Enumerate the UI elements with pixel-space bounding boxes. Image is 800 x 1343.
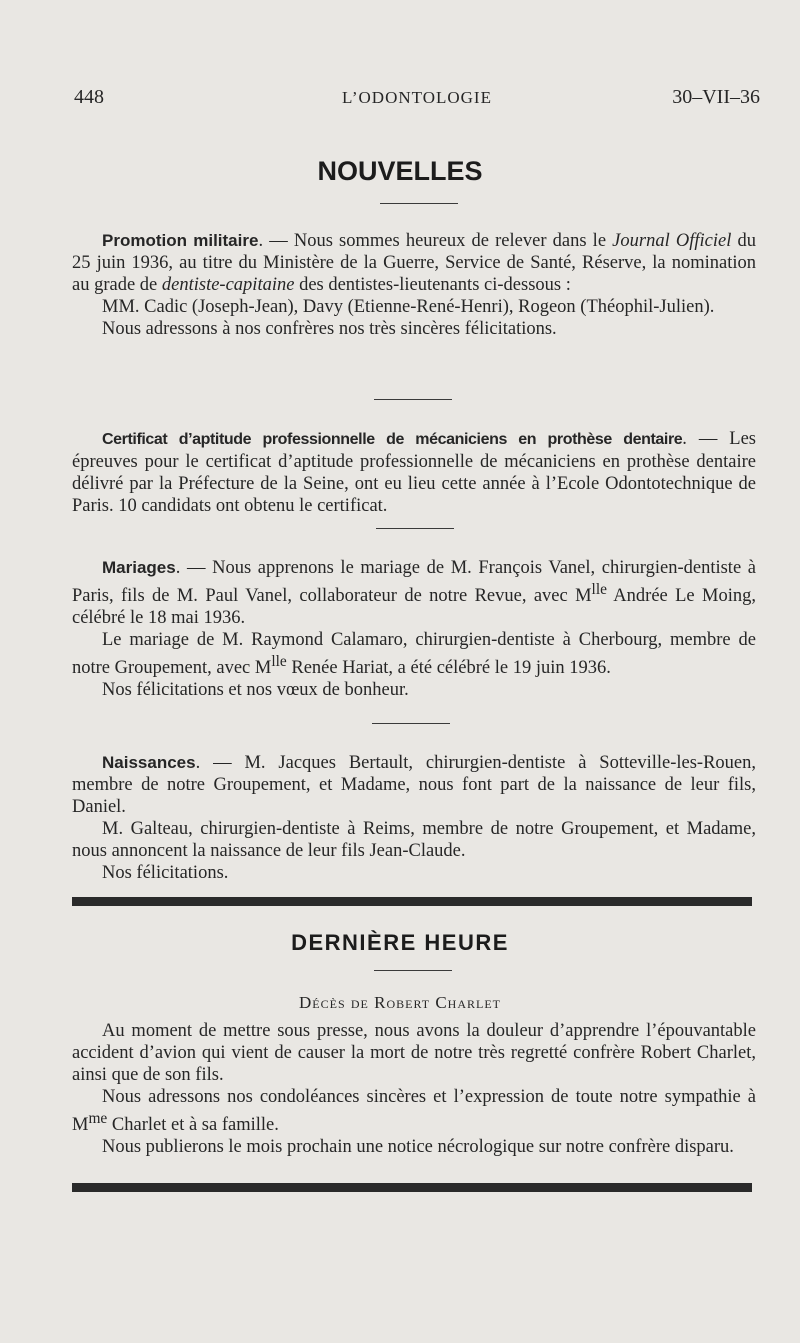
title-rule <box>380 203 458 204</box>
heavy-divider <box>72 1183 752 1192</box>
congrats-paragraph: Nous adressons à nos confrères nos très sincères félicitations. <box>102 319 557 339</box>
separator-rule <box>376 528 454 529</box>
article-label: Promotion militaire <box>102 231 259 250</box>
article-certificat: Certificat d’aptitude professionnelle de mécaniciens en prothèse dentaire. — Les épreuves pour le certificat d’aptitude professionnelle de mécaniciens en prothèse dentaire délivré par la Préfecture de la Seine, ont eu lieu cette année à l’Ecole Odontotechnique de Paris. 10 candidats ont obtenu le certificat. <box>72 429 756 516</box>
journal-title: L’ODONTOLOGIE <box>342 88 492 107</box>
article-label: Naissances <box>102 753 196 772</box>
running-header <box>74 86 760 116</box>
article-promotion: Promotion militaire. — Nous sommes heureux de relever dans le Journal Officiel du 25 juin 1936, au titre du Ministère de la Guerre, Service de Santé, Réserve, la nomination au grade de dentiste-capitaine des dentistes-lieutenants ci-dessous : MM. Cadic (Joseph-Jean), Davy (Etienne-René-Henri), Rogeon (Théophil-Julien). Nous adressons à nos confrères nos très sincères félicitations. <box>72 231 756 339</box>
journal-name: Journal Officiel <box>612 231 732 251</box>
article-label: Mariages <box>102 558 176 577</box>
article-mariages: Mariages. — Nous apprenons le mariage de M. François Vanel, chirurgien-dentiste à Paris, fils de M. Paul Vanel, collaborateur de notre Revue, avec $M^{lle}$ Andrée Le Moing, célébré le 18 mai 1936. Le mariage de M. Raymond Calamaro, chirurgien-dentiste à Cherbourg, membre de notre Groupement, avec $M^{lle}$ Renée Hariat, a été célébré le 19 juin 1936. Nos félicitations et nos vœux de bonheur. <box>72 558 756 701</box>
article-obituary: Au moment de mettre sous presse, nous avons la douleur d’apprendre l’épouvantable accident d’avion qui vient de causer la mort de notre très regretté confrère Robert Charlet, ainsi que de son fils. Nous adressons nos condoléances sincères et l’expression de toute notre sympathie à $M^{me}$ Charlet et à sa famille. Nous publierons le mois prochain une notice nécrologique sur notre confrère disparu. <box>72 1021 756 1158</box>
separator-rule <box>372 723 450 724</box>
section-title-derniere-heure: DERNIÈRE HEURE <box>291 930 509 955</box>
grade-name: dentiste-capitaine <box>161 275 295 295</box>
obituary-heading: Décès de Robert Charlet <box>299 993 501 1012</box>
separator-rule <box>374 399 452 400</box>
page-number: 448 <box>74 86 104 108</box>
article-label: Certificat d’aptitude professionnelle de mécaniciens en prothèse dentaire <box>102 431 683 448</box>
title-rule <box>374 970 452 971</box>
issue-date: 30–VII–36 <box>672 86 760 108</box>
names-paragraph: MM. Cadic (Joseph-Jean), Davy (Etienne-René-Henri), Rogeon (Théophil-Julien). <box>102 297 715 317</box>
section-title-nouvelles: NOUVELLES <box>317 156 483 186</box>
article-naissances: Naissances. — M. Jacques Bertault, chirurgien-dentiste à Sotteville-les-Rouen, membre de notre Groupement, et Madame, nous font part de la naissance de leur fils, Daniel. M. Galteau, chirurgien-dentiste à Reims, membre de notre Groupement, et Madame, nous annoncent la naissance de leur fils Jean-Claude. Nos félicitations. <box>72 753 756 883</box>
heavy-divider <box>72 897 752 906</box>
